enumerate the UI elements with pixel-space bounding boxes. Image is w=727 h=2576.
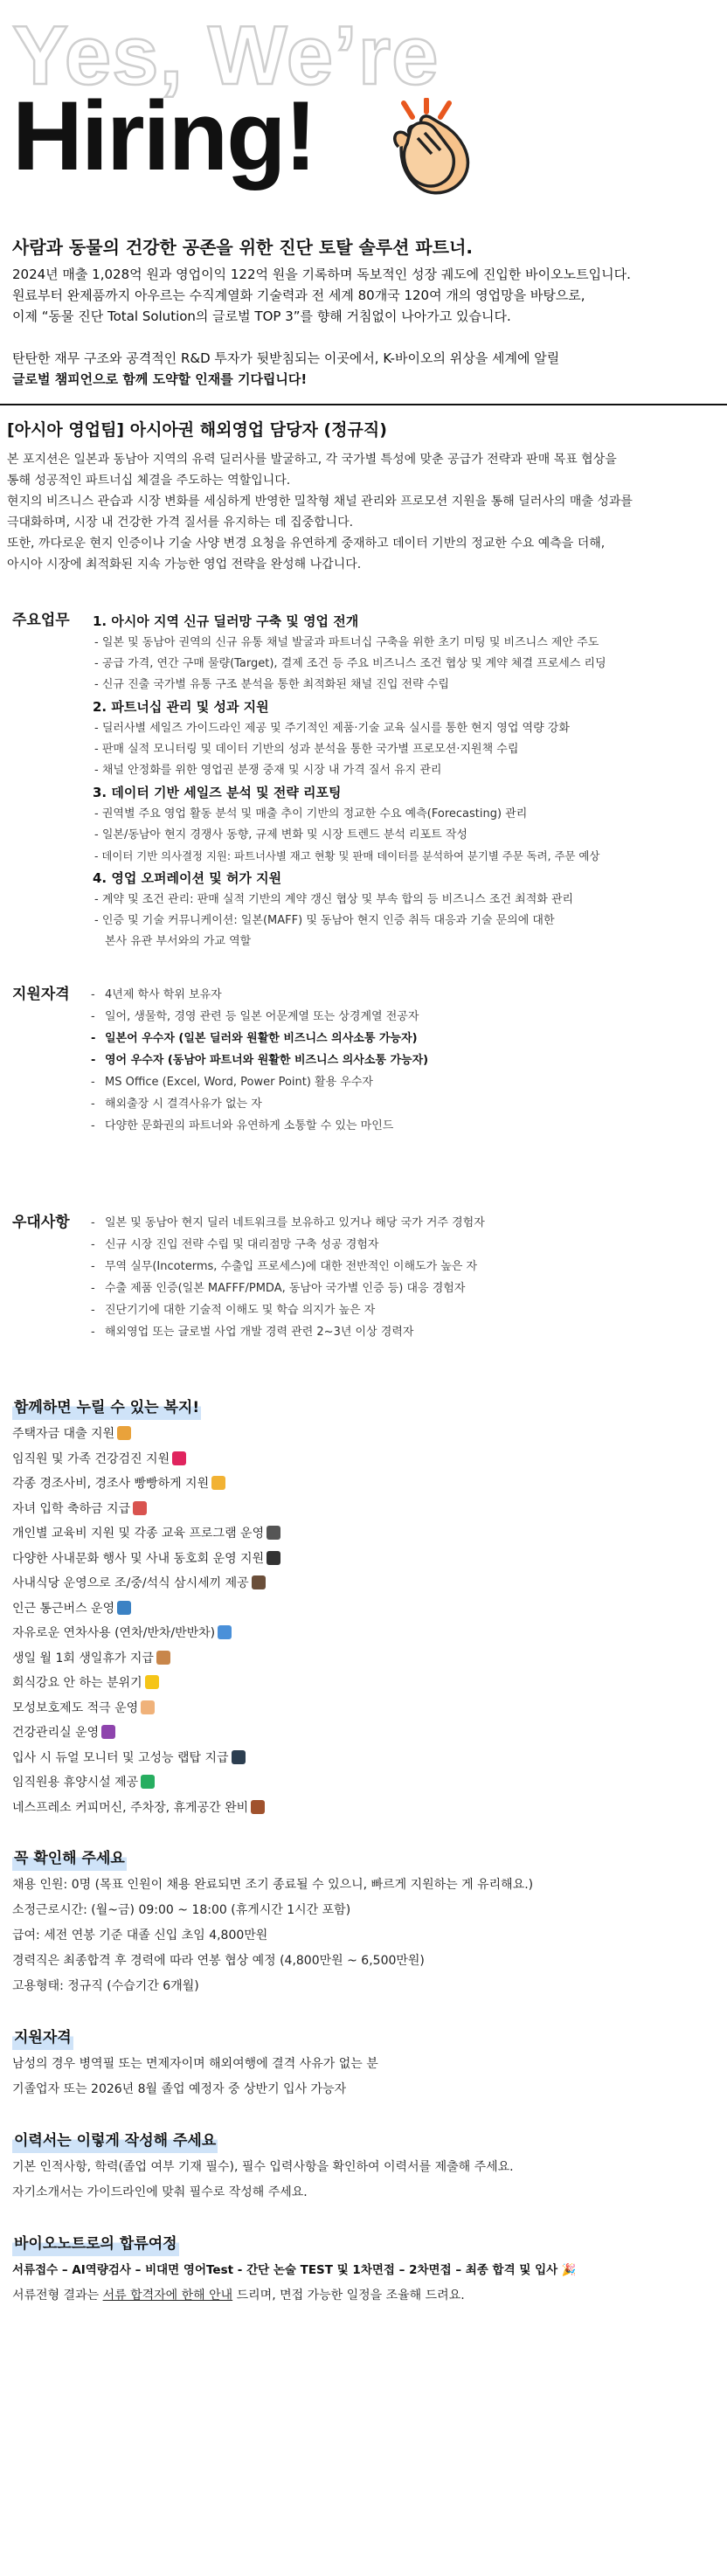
intro-paragraph (12, 306, 715, 327)
bullet-dash: - (91, 1260, 95, 1273)
duty-item: - 데이터 기반 의사결정 지원: 파트너사별 재고 현황 및 판매 데이터를 분석하여 분기별 주문 독려, 주문 예상 (94, 849, 600, 862)
eligibility-section (0, 2025, 727, 2102)
qualification-text: 일어, 생물학, 경영 관련 등 일본 어문계열 또는 상경계열 전공자 (105, 1010, 419, 1023)
benefit-text: 건강관리실 운영 (12, 1726, 100, 1740)
clapping-hands-icon (377, 98, 479, 199)
duties-label: 주요업무 (12, 612, 70, 629)
qualification-text: 해외출장 시 결격사유가 없는 자 (105, 1098, 262, 1111)
benefit-item (12, 1721, 715, 1746)
duty-item: - 신규 진출 국가별 유통 구조 분석을 통한 최적화된 채널 진입 전략 수립 (94, 678, 449, 691)
resume-list (12, 2155, 715, 2206)
preferred-text: 수출 제품 인증(일본 MAFFF/PMDA, 동남아 국가별 인증 등) 대응 경험자 (105, 1282, 466, 1295)
preferred-text: 일본 및 동남아 현지 딜러 네트워크를 보유하고 있거나 해당 국가 거주 경험자 (105, 1216, 485, 1229)
bullet-dash: - (91, 1054, 96, 1067)
bullet-dash: - (91, 1098, 95, 1111)
benefit-text: 주택자금 대출 지원 (12, 1427, 115, 1441)
qualification-item (84, 1049, 715, 1071)
notice-item: 소정근로시간: (월~금) 09:00 ~ 18:00 (휴게시간 1시간 포함) (12, 1903, 351, 1917)
benefit-item (12, 1621, 715, 1646)
duty-item: - 딜러사별 세일즈 가이드라인 제공 및 주기적인 제품·기술 교육 실시를 통한 현지 영업 역량 강화 (94, 722, 570, 735)
duty-item: - 일본 및 동남아 권역의 신규 유통 채널 발굴과 파트너십 구축을 위한 초기 미팅 및 비즈니스 제안 주도 (94, 636, 599, 649)
benefit-item (12, 1596, 715, 1622)
benefits-list (12, 1422, 715, 1820)
bullet-dash: - (91, 1282, 95, 1295)
job-description-line: 현지의 비즈니스 관습과 시장 변화를 세심하게 반영한 밀착형 채널 관리와 프로모션 지원을 통해 딜러사의 매출 성과를 (7, 495, 633, 509)
resume-section (0, 2129, 727, 2206)
benefit-text: 임직원 및 가족 건강검진 지원 (12, 1451, 170, 1466)
benefit-text: 모성보호제도 적극 운영 (12, 1700, 139, 1715)
benefit-item (12, 1547, 715, 1572)
resume-item: 자기소개서는 가이드라인에 맞춰 필수로 작성해 주세요. (12, 2185, 308, 2199)
benefit-item (12, 1671, 715, 1696)
bus-icon (117, 1601, 131, 1615)
preferred-item (84, 1212, 715, 1234)
qualifications-list (84, 984, 715, 1137)
benefit-text: 회식강요 안 하는 분위기 (12, 1676, 142, 1690)
qualification-item (84, 1093, 715, 1115)
job-description-line: 본 포지션은 일본과 동남아 지역의 유력 딜러사를 발굴하고, 각 국가별 특성에 맞춘 공급가 전략과 판매 목표 협상을 (7, 453, 617, 467)
benefit-text: 자유로운 연차사용 (연차/반차/반반차) (12, 1626, 216, 1640)
benefits-section (0, 1395, 727, 1820)
qualification-item (84, 984, 715, 1006)
process-section (0, 2232, 727, 2309)
intro-paragraph: 원료부터 완제품까지 아우르는 수직계열화 기술력과 전 세계 80개국 120여 개의 영업망을 바탕으로, (12, 287, 585, 303)
resume-heading: 이력서는 이렇게 작성해 주세요 (12, 2129, 218, 2153)
benefit-text: 각종 경조사비, 경조사 빵빵하게 지원 (12, 1477, 210, 1491)
process-note-text: 드리며, 면접 가능한 일정을 조율해 드려요. (232, 2289, 465, 2302)
duty-item: - 판매 실적 모니터링 및 데이터 기반의 성과 분석을 통한 국가별 프로모션·지원책 수립 (94, 743, 519, 756)
resume-item: 기본 인적사항, 학력(졸업 여부 기재 필수), 필수 입력사항을 확인하여 이력서를 제출해 주세요. (12, 2160, 514, 2174)
bullet-dash: - (91, 1326, 95, 1339)
heart-icon (172, 1451, 186, 1465)
benefit-item (12, 1571, 715, 1596)
hero (0, 0, 727, 234)
tree-icon (141, 1775, 155, 1789)
duty-item: - 일본/동남아 현지 경쟁사 동향, 규제 변화 및 시장 트렌드 분석 리포트 작성 (94, 828, 467, 841)
notice-heading: 꼭 확인해 주세요 (12, 1846, 127, 1871)
eligibility-list (12, 2052, 715, 2102)
benefits-heading: 함께하면 누릴 수 있는 복지! (12, 1395, 201, 1420)
process-note-underlined: 서류 합격자에 한해 안내 (102, 2289, 233, 2302)
job-description-line: 또한, 까다로운 현지 인증이나 기술 사양 변경 요청을 유연하게 중재하고 데이터 기반의 정교한 수요 예측을 더해, (7, 537, 606, 551)
laptop-icon (232, 1750, 246, 1764)
bullet-dash: - (91, 1238, 95, 1251)
duty-item-continued: 본사 유관 부서와의 가교 역할 (105, 935, 252, 948)
preferred-item (84, 1256, 715, 1278)
eligibility-heading: 지원자격 (12, 2025, 73, 2050)
qualifications-section (0, 984, 727, 1137)
bullet-dash: - (91, 1032, 96, 1045)
baby-icon (141, 1700, 155, 1714)
benefit-text: 개인별 교육비 지원 및 각종 교육 프로그램 운영 (12, 1527, 265, 1541)
party-icon: 🎉 (557, 2263, 577, 2277)
process-heading: 바이오노트로의 합류여정 (12, 2232, 179, 2256)
notice-section (0, 1846, 727, 1999)
intro-lead: 사람과 동물의 건강한 공존을 위한 진단 토탈 솔루션 파트너. (12, 237, 473, 258)
smile-icon (145, 1675, 159, 1689)
duty-group-title: 3. 데이터 기반 세일즈 분석 및 전략 리포팅 (93, 785, 342, 800)
intro-closing: 글로벌 챔피언으로 함께 도약할 인재를 기다립니다! (12, 371, 308, 387)
qualifications-label: 지원자격 (12, 986, 70, 1003)
hero-outline-title: Yes, We’re (12, 9, 440, 102)
preferred-section (0, 1212, 727, 1343)
preferred-text: 무역 실무(Incoterms, 수출입 프로세스)에 대한 전반적인 이해도가 높은 자 (105, 1260, 478, 1273)
benefit-text: 생일 월 1회 생일휴가 지급 (12, 1651, 154, 1665)
benefit-item (12, 1521, 715, 1547)
hospital-icon (101, 1725, 115, 1739)
notice-item: 경력직은 최종합격 후 경력에 따라 연봉 협상 예정 (4,800만원 ~ 6,500만원) (12, 1954, 425, 1968)
cake-icon (156, 1651, 170, 1665)
benefit-item (12, 1796, 715, 1821)
duty-item: - 인증 및 기술 커뮤니케이션: 일본(MAFF) 및 동남아 현지 인증 취득 대응과 기술 문의에 대한 (94, 914, 555, 927)
benefit-item (12, 1472, 715, 1497)
bullet-dash: - (91, 1010, 95, 1023)
notice-item: 채용 인원: 0명 (목표 인원이 채용 완료되면 조기 종료될 수 있으니, 빠르게 지원하는 게 유리해요.) (12, 1878, 534, 1892)
process-steps-text: 서류접수 – AI역량검사 – 비대면 영어Test - 간단 논술 TEST 및 1차면접 – 2차면접 – 최종 합격 및 입사 (12, 2263, 558, 2277)
benefit-text: 임직원용 휴양시설 제공 (12, 1776, 139, 1790)
intro-paragraph: 탄탄한 재무 구조와 공격적인 R&D 투자가 뒷받침되는 이곳에서, K-바이오의 위상을 세계에 알릴 (12, 350, 560, 366)
bullet-dash: - (91, 1216, 95, 1229)
preferred-text: 진단기기에 대한 기술적 이해도 및 학습 의지가 높은 자 (105, 1304, 376, 1317)
eligibility-item: 기졸업자 또는 2026년 8월 졸업 예정자 중 상반기 입사 가능자 (12, 2082, 347, 2096)
notice-item: 급여: 세전 연봉 기준 대졸 신입 초임 4,800만원 (12, 1929, 268, 1942)
qualification-text: 일본어 우수자 (일본 딜러와 원활한 비즈니스 의사소통 가능자) (105, 1032, 418, 1045)
duty-group-title: 2. 파트너십 관리 및 성과 지원 (93, 699, 269, 715)
duties-section (0, 610, 727, 952)
process-note-text: 서류전형 결과는 (12, 2289, 103, 2302)
benefit-item (12, 1422, 715, 1447)
bullet-dash: - (91, 1304, 95, 1317)
intro (0, 234, 727, 390)
qualification-text: 4년제 학사 학위 보유자 (105, 988, 222, 1001)
process-list (12, 2258, 715, 2309)
qualification-text: 영어 우수자 (동남아 파트너와 원활한 비즈니스 의사소통 가능자) (105, 1054, 429, 1067)
bullet-dash: - (91, 1076, 95, 1089)
school-icon (133, 1501, 147, 1515)
duty-item: - 공급 가격, 연간 구매 물량(Target), 결제 조건 등 주요 비즈니스 조건 협상 및 계약 체결 프로세스 리딩 (94, 657, 606, 670)
qualification-text: MS Office (Excel, Word, Power Point) 활용 우수자 (105, 1076, 373, 1089)
qualification-item (84, 1071, 715, 1093)
job-description (7, 449, 720, 575)
benefit-text: 네스프레소 커피머신, 주차장, 휴게공간 완비 (12, 1800, 249, 1815)
benefit-text: 사내식당 운영으로 조/중/석식 삼시세끼 제공 (12, 1576, 249, 1590)
preferred-text: 신규 시장 진입 전략 수립 및 대리점망 구축 성공 경험자 (105, 1238, 379, 1251)
intro-paragraph: 2024년 매출 1,028억 원과 영업이익 122억 원을 기록하며 독보적인 성장 궤도에 진입한 바이오노트입니다. (12, 267, 631, 282)
preferred-item (84, 1299, 715, 1321)
preferred-item (84, 1278, 715, 1299)
pencil-icon (267, 1526, 280, 1540)
bullet-dash: - (91, 1119, 95, 1132)
process-steps (12, 2258, 715, 2283)
soccer-ball-icon (267, 1551, 280, 1565)
qualification-item (84, 1028, 715, 1049)
house-icon (117, 1426, 131, 1440)
benefit-item (12, 1447, 715, 1472)
airplane-icon (218, 1625, 232, 1639)
qualification-item (84, 1006, 715, 1028)
duties-list (84, 610, 715, 952)
preferred-label: 우대사항 (12, 1214, 70, 1231)
benefit-text: 입사 시 듀얼 모니터 및 고성능 랩탑 지급 (12, 1750, 229, 1765)
dining-icon (252, 1575, 266, 1589)
duty-item: - 채널 안정화를 위한 영업권 분쟁 중재 및 시장 내 가격 질서 유지 관리 (94, 764, 442, 777)
duty-item: - 권역별 주요 영업 활동 분석 및 매출 추이 기반의 정교한 수요 예측(Forecasting) 관리 (94, 807, 528, 821)
bullet-dash: - (91, 988, 95, 1001)
coffee-icon (251, 1800, 265, 1814)
duty-group-title: 1. 아시아 지역 신규 딜러망 구축 및 영업 전개 (93, 613, 359, 629)
job-section (0, 405, 727, 575)
qualification-item (84, 1115, 715, 1137)
process-note (12, 2283, 715, 2309)
notice-item: 고용형태: 정규직 (수습기간 6개월) (12, 1979, 199, 1993)
preferred-list (84, 1212, 715, 1343)
people-icon (211, 1476, 225, 1490)
duty-group-title: 4. 영업 오퍼레이션 및 허가 지원 (93, 870, 282, 886)
preferred-text: 해외영업 또는 글로벌 사업 개발 경력 관련 2~3년 이상 경력자 (105, 1326, 414, 1339)
benefit-item (12, 1497, 715, 1522)
qualification-text: 다양한 문화권의 파트너와 유연하게 소통할 수 있는 마인드 (105, 1119, 394, 1132)
notice-list (12, 1873, 715, 1999)
eligibility-item: 남성의 경우 병역필 또는 면제자이며 해외여행에 결격 사유가 없는 분 (12, 2057, 378, 2071)
job-description-line: 통해 성공적인 파트너십 체결을 주도하는 역할입니다. (7, 474, 291, 488)
job-description-line: 아시아 시장에 최적화된 지속 가능한 영업 전략을 완성해 나갑니다. (7, 557, 362, 571)
benefit-item (12, 1646, 715, 1672)
preferred-item (84, 1321, 715, 1343)
job-description-line: 극대화하며, 시장 내 건강한 가격 질서를 유지하는 데 집중합니다. (7, 516, 354, 530)
benefit-item (12, 1696, 715, 1721)
hero-title: Hiring! (12, 81, 315, 190)
benefit-item (12, 1746, 715, 1771)
benefit-text: 인근 통근버스 운영 (12, 1601, 115, 1616)
intro-mission-text: 이제 “동물 진단 Total Solution의 글로벌 TOP 3”를 향해 거침없이 나아가고 있습니다. (12, 308, 511, 324)
duty-item: - 계약 및 조건 관리: 판매 실적 기반의 계약 갱신 협상 및 부속 합의 등 비즈니스 조건 최적화 관리 (94, 893, 574, 906)
preferred-item (84, 1234, 715, 1256)
benefit-item (12, 1770, 715, 1796)
benefit-text: 자녀 입학 축하금 지급 (12, 1501, 131, 1516)
benefit-text: 다양한 사내문화 행사 및 사내 동호회 운영 지원 (12, 1551, 265, 1566)
job-title: [아시아 영업팀] 아시아권 해외영업 담당자 (정규직) (7, 420, 387, 440)
